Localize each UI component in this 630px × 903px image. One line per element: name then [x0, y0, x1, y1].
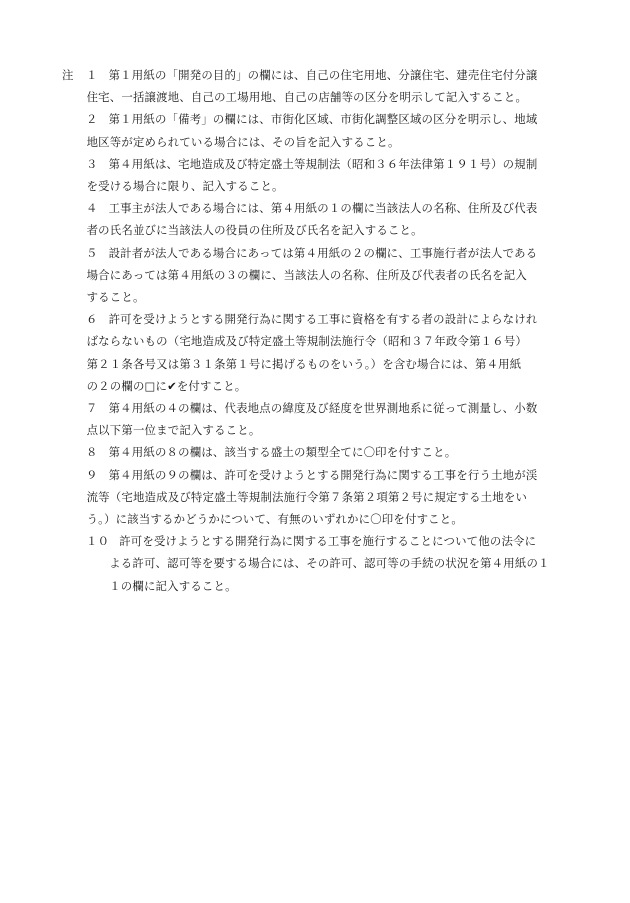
note-line: 許可を受けようとする開発行為に関する工事を施行することについて他の法令に: [119, 534, 537, 549]
note-item: [62, 197, 576, 241]
note-line: 点以下第一位まで記入すること。: [86, 423, 261, 438]
note-text: [86, 64, 576, 108]
note-text: [86, 197, 576, 241]
note-line: 工事主が法人である場合には、第４用紙の１の欄に当該法人の名称、住所及び代表: [108, 201, 538, 216]
note-item: [62, 308, 576, 397]
notes-prefix: 注: [62, 68, 74, 82]
note-text: [109, 441, 576, 463]
note-line: 場合にあっては第４用紙の３の欄に、当該法人の名称、住所及び代表者の氏名を記入: [86, 267, 527, 282]
note-number: ５: [86, 245, 98, 260]
note-line: う。）に該当するかどうかについて、有無のいずれかに〇印を付すこと。: [86, 512, 463, 527]
note-number: ２: [86, 112, 98, 127]
note-line: の２の欄の□に✔を付すこと。: [86, 378, 247, 393]
note-item: [62, 153, 576, 197]
note-line: 第１用紙の「開発の目的」の欄には、自己の住宅用地、分譲住宅、建売住宅付分譲: [108, 68, 538, 82]
notes-list: [62, 64, 576, 597]
note-line: 者の氏名並びに当該法人の役員の住所及び氏名を記入すること。: [86, 223, 423, 238]
note-item: [62, 441, 576, 463]
note-text: [86, 242, 576, 309]
note-line: 設計者が法人である場合にあっては第４用紙の２の欄に、工事施行者が法人である: [108, 245, 538, 260]
note-item: [62, 108, 576, 152]
note-item: [62, 64, 576, 108]
note-number: １０: [86, 534, 110, 549]
note-line: よる許可、認可等を要する場合には、その許可、認可等の手続の状況を第４用紙の１: [109, 556, 550, 571]
note-line: １の欄に記入すること。: [109, 578, 237, 593]
note-number: ６: [86, 312, 98, 327]
note-number: ３: [86, 156, 98, 171]
note-line: 第４用紙の９の欄は、許可を受けようとする開発行為に関する工事を行う土地が渓: [108, 467, 538, 482]
note-item: [62, 464, 576, 531]
note-number: ８: [86, 445, 98, 460]
note-line: を受ける場合に限り、記入すること。: [86, 179, 284, 194]
note-text: [86, 464, 576, 531]
note-item: [62, 242, 576, 309]
note-line: すること。: [86, 290, 145, 305]
note-line: 第４用紙の４の欄は、代表地点の緯度及び経度を世界測地系に従って測量し、小数: [108, 401, 538, 416]
note-text: [86, 153, 576, 197]
note-line: 地区等が定められている場合には、その旨を記入すること。: [86, 134, 400, 149]
note-line: 住宅、一括譲渡地、自己の工場用地、自己の店舗等の区分を明示して記入すること。: [86, 90, 528, 105]
note-line: 第１用紙の「備考」の欄には、市街化区域、市街化調整区域の区分を明示し、地域: [108, 112, 538, 127]
note-number: ７: [86, 401, 98, 416]
note-line: 流等（宅地造成及び特定盛土等規制法施行令第７条第２項第２号に規定する土地をい: [86, 489, 528, 504]
note-line: ばならないもの（宅地造成及び特定盛土等規制法施行令（昭和３７年政令第１６号）: [86, 334, 528, 349]
note-item: [62, 530, 576, 597]
note-item: [62, 397, 576, 441]
note-number: １: [86, 68, 98, 82]
note-text: [86, 308, 576, 397]
note-text: [109, 530, 576, 597]
note-text: [86, 397, 576, 441]
note-line: 第４用紙の８の欄は、該当する盛土の類型全てに〇印を付すこと。: [108, 445, 457, 460]
note-number: ４: [86, 201, 98, 216]
note-line: 許可を受けようとする開発行為に関する工事に資格を有する者の設計によらなけれ: [108, 312, 538, 327]
note-text: [86, 108, 576, 152]
note-number: ９: [86, 467, 98, 482]
note-line: 第４用紙は、宅地造成及び特定盛土等規制法（昭和３６年法律第１９１号）の規制: [108, 156, 538, 171]
note-line: 第２１条各号又は第３１条第１号に掲げるものをいう。）を含む場合には、第４用紙: [86, 356, 522, 371]
